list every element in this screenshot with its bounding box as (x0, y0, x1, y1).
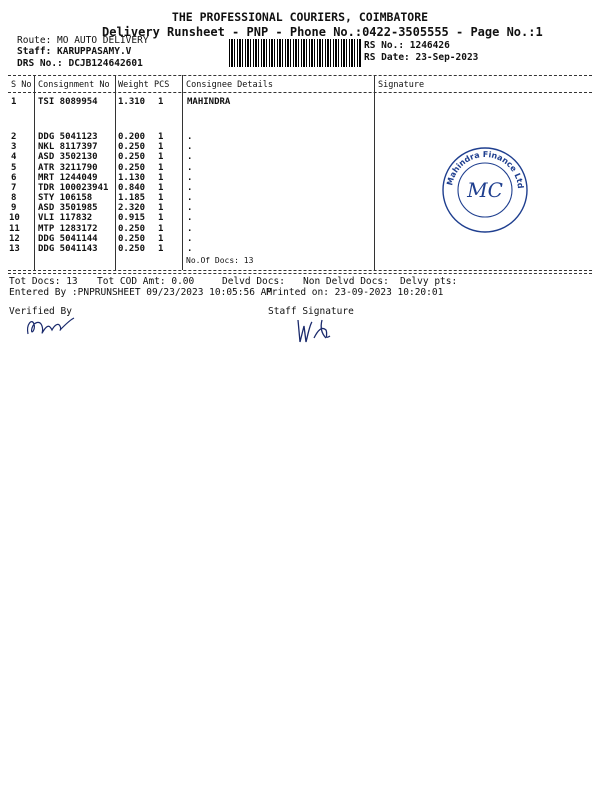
row-consignment: NKL 8117397 (38, 142, 98, 152)
barcode (229, 39, 361, 67)
row-sno: 6 (11, 173, 17, 183)
verifier-signature (24, 314, 84, 340)
tot-cod-amt: Tot COD Amt: 0.00 (97, 276, 195, 287)
drs-number: DRS No.: DCJB124642601 (17, 58, 143, 69)
row-consignee: . (187, 142, 193, 152)
runsheet-subtitle: Delivery Runsheet - PNP - Phone No.:0422-3505555 - Page No.:1 (102, 25, 543, 39)
row-sno: 10 (9, 213, 20, 223)
route-label: Route: MO AUTO DELIVERY (17, 35, 149, 46)
row-sno: 11 (9, 224, 20, 234)
row-consignment: TDR 100023941 (38, 183, 109, 193)
row-consignment: ASD 3501985 (38, 203, 98, 213)
row-weight: 0.915 (118, 213, 146, 223)
col-header-pcs: PCS (154, 80, 170, 90)
row-weight: 0.250 (118, 224, 146, 234)
row-pcs: 1 (158, 224, 164, 234)
row-pcs: 1 (158, 97, 164, 107)
row-weight: 0.200 (118, 132, 146, 142)
table-top-rule (8, 75, 592, 76)
row-consignment: VLI 117832 (38, 213, 93, 223)
row-weight: 0.250 (118, 152, 146, 162)
verified-by-label: Verified By (9, 306, 72, 317)
row-weight: 0.250 (118, 234, 146, 244)
row-consignee: . (187, 183, 193, 193)
svg-text:MC: MC (467, 178, 503, 202)
row-weight: 1.185 (118, 193, 146, 203)
row-sno: 3 (11, 142, 17, 152)
staff-signature (292, 316, 338, 346)
row-consignment: DDG 5041143 (38, 244, 98, 254)
row-consignment: MRT 1244049 (38, 173, 98, 183)
row-pcs: 1 (158, 234, 164, 244)
non-delvd-docs: Non Delvd Docs: (303, 276, 389, 287)
row-consignee: . (187, 132, 193, 142)
row-weight: 0.250 (118, 163, 146, 173)
row-consignee: . (187, 234, 193, 244)
col-header-sno: S No (11, 80, 32, 90)
col-divider (182, 75, 183, 270)
row-weight: 0.250 (118, 142, 146, 152)
row-sno: 4 (11, 152, 17, 162)
row-consignee: MAHINDRA (187, 97, 231, 107)
delvd-docs: Delvd Docs: (222, 276, 285, 287)
row-pcs: 1 (158, 132, 164, 142)
tot-docs: Tot Docs: 13 (9, 276, 78, 287)
row-sno: 12 (9, 234, 20, 244)
col-header-signature: Signature (378, 80, 425, 90)
delvy-pts: Delvy pts: (400, 276, 458, 287)
row-pcs: 1 (158, 142, 164, 152)
row-weight: 0.840 (118, 183, 146, 193)
row-sno: 9 (11, 203, 17, 213)
table-bottom-rule (8, 270, 592, 271)
row-sno: 7 (11, 183, 17, 193)
row-consignee: . (187, 244, 193, 254)
row-consignment: MTP 1283172 (38, 224, 98, 234)
printed-on: Printed on: 23-09-2023 10:20:01 (266, 287, 444, 298)
col-header-consignee: Consignee Details (186, 80, 273, 90)
staff-label: Staff: KARUPPASAMY.V (17, 46, 132, 57)
row-weight: 2.320 (118, 203, 146, 213)
row-pcs: 1 (158, 183, 164, 193)
row-pcs: 1 (158, 213, 164, 223)
col-divider (34, 75, 35, 270)
company-title: THE PROFESSIONAL COURIERS, COIMBATORE (171, 10, 429, 24)
table-header-rule (8, 92, 592, 93)
svg-text:Mahindra Finance Ltd: Mahindra Finance Ltd (445, 149, 526, 190)
row-pcs: 1 (158, 203, 164, 213)
row-sno: 8 (11, 193, 17, 203)
rs-date: RS Date: 23-Sep-2023 (364, 52, 479, 63)
row-pcs: 1 (158, 152, 164, 162)
row-consignment: ATR 3211790 (38, 163, 98, 173)
row-sno: 5 (11, 163, 17, 173)
row-consignee: . (187, 203, 193, 213)
row-consignment: DDG 5041123 (38, 132, 98, 142)
row-pcs: 1 (158, 163, 164, 173)
footer-rule (8, 273, 592, 274)
company-seal-stamp (440, 145, 530, 235)
row-consignee: . (187, 152, 193, 162)
entered-by: Entered By :PNPRUNSHEET 09/23/2023 10:05:56 AM (9, 287, 273, 298)
row-consignee: . (187, 163, 193, 173)
row-consignment: ASD 3502130 (38, 152, 98, 162)
col-header-weight: Weight (118, 80, 149, 90)
row-pcs: 1 (158, 244, 164, 254)
row-sno: 2 (11, 132, 17, 142)
row-weight: 1.130 (118, 173, 146, 183)
row-sno: 13 (9, 244, 20, 254)
row-consignee: . (187, 213, 193, 223)
col-divider (374, 75, 375, 270)
row-pcs: 1 (158, 193, 164, 203)
rs-number: RS No.: 1246426 (364, 40, 450, 51)
row-sno: 1 (11, 97, 17, 107)
col-divider (115, 75, 116, 270)
row-pcs: 1 (158, 173, 164, 183)
row-consignee: . (187, 173, 193, 183)
col-header-consignment: Consignment No (38, 80, 110, 90)
row-consignee: . (187, 224, 193, 234)
staff-signature-label: Staff Signature (268, 306, 354, 317)
row-consignment: TSI 8089954 (38, 97, 98, 107)
row-consignment: DDG 5041144 (38, 234, 98, 244)
no-of-docs: No.Of Docs: 13 (186, 256, 254, 265)
row-consignment: STY 106158 (38, 193, 93, 203)
row-weight: 0.250 (118, 244, 146, 254)
row-consignee: . (187, 193, 193, 203)
row-weight: 1.310 (118, 97, 146, 107)
